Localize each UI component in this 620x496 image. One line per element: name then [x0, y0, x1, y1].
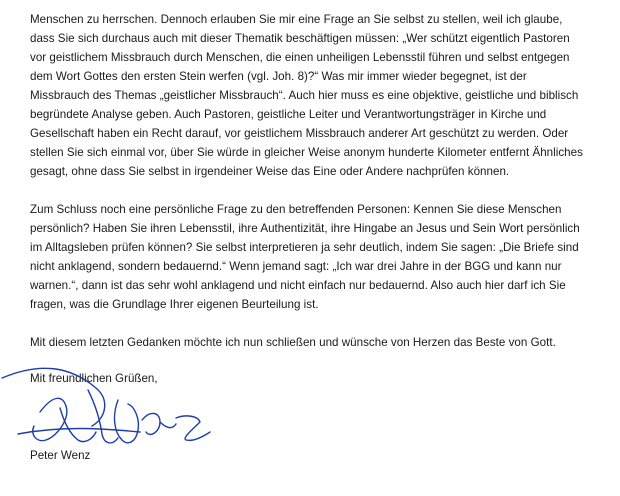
text-line: persönlich? Haben Sie ihren Lebensstil, ihre Authentizität, ihre Hingabe an Jesus und Sein Wort persönlich [30, 222, 580, 235]
text-line: im Alltagsleben prüfen können? Sie selbst interpretieren ja sehr deutlich, indem Sie sagen: „Die Briefe sind [30, 241, 579, 254]
text-line: warnen.“, dann ist das sehr wohl anklagend und nicht einfach nur bedauernd. Also auch hier darf ich Sie [30, 279, 566, 292]
signer-name: Peter Wenz [30, 449, 91, 462]
text-line: Gesellschaft haben ein Recht darauf, vor geistlichem Missbrauch anderer Art geschützt zu werden. Oder [30, 127, 569, 140]
text-line: stellen Sie sich einmal vor, über Sie würde in gleicher Weise anonym hunderte Kilometer entfernt Ähnliches [30, 146, 583, 159]
paragraph-1 [30, 10, 582, 181]
text-line: gesagt, ohne dass Sie selbst in irgendeiner Weise das Eine oder Andere nachprüfen können. [30, 165, 510, 178]
text-line: begründete Analyse geben. Auch Pastoren, geistliche Leiter und Verantwortungsträger in Kirche und [30, 108, 547, 121]
paragraph-3 [30, 333, 582, 352]
text-line: Menschen zu herrschen. Dennoch erlauben Sie mir eine Frage an Sie selbst zu stellen, weil ich glaube, [30, 13, 563, 26]
text-line: vor geistlichem Missbrauch durch Menschen, die einen unheiligen Lebensstil führen und selbst entgegen [30, 51, 570, 64]
handwritten-signature [0, 360, 230, 460]
text-line: fragen, was die Grundlage Ihrer eigenen Beurteilung ist. [30, 298, 319, 311]
text-line: Missbrauch des Themas „geistlicher Missbrauch“. Auch hier muss es eine objektive, geistliche und biblisch [30, 89, 579, 102]
text-line: dass Sie sich durchaus auch mit dieser Thematik beschäftigen müssen: „Wer schützt eigentlich Pastoren [30, 32, 570, 45]
text-line: Zum Schluss noch eine persönliche Frage zu den betreffenden Personen: Kennen Sie diese Menschen [30, 203, 562, 216]
closing-salutation: Mit freundlichen Grüßen, [30, 372, 158, 385]
letter-body [30, 10, 582, 352]
text-line: dem Wort Gottes den ersten Stein werfen (vgl. Joh. 8)?“ Was mir immer wieder begegnet, ist der [30, 70, 527, 83]
text-line: nicht anklagend, sondern bedauernd.“ Wenn jemand sagt: „Ich war drei Jahre in der BGG und kann nur [30, 260, 562, 273]
paragraph-2 [30, 200, 582, 314]
text-line: Mit diesem letzten Gedanken möchte ich nun schließen und wünsche von Herzen das Beste von Gott. [30, 336, 556, 349]
